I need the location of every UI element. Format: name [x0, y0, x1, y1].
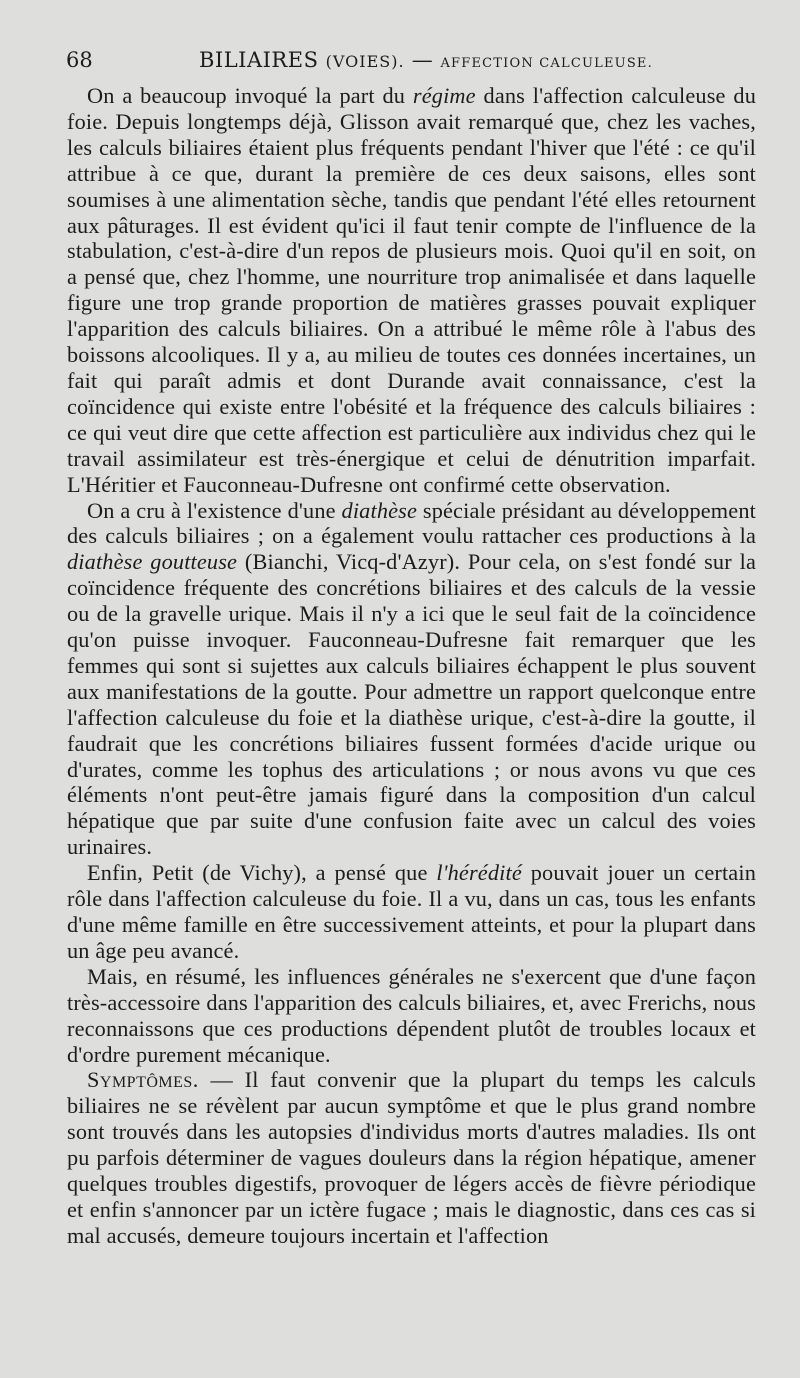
paragraph — [67, 860, 756, 964]
text-run: Enfin, Petit (de Vichy), a pensé que — [87, 860, 437, 886]
italic-term: régime — [412, 83, 476, 108]
text-run: On a beaucoup invoqué la part du — [87, 83, 413, 108]
text-run: dans l'affection calculeuse du foie. Depuis longtemps déjà, Glisson avait remarqué que, chez les vaches, les calculs biliaires étaient plus fréquents pendant l'hiver que l'été : ce qu'il attribue à ce que, durant la première de ces deux saisons, elles sont soumises à une alimentation sèche, tandis que pendant l'été elles retournent aux pâturages. Il est évident qu'ici il faut tenir compte de l'influence de la stabulation, c'est-à-dire d'un repos de plusieurs mois. Quoi qu'il en soit, on a pensé que, chez l'homme, une nourriture trop animalisée et dans laquelle figure une trop grande proportion de matières grasses pouvait expliquer l'apparition des calculs biliaires. On a attribué le même rôle à l'abus des boissons alcooliques. Il y a, au milieu de toutes ces données incertaines, un fait qui paraît admis et dont Durande avait connaissance, c'est la coïncidence qui existe entre l'obésité et la fréquence des calculs biliaires : ce qui veut dire que cette affection est particulière aux individus chez qui le travail assimilateur est très-énergique et celui de dénutrition imparfait. L'Héritier et Fauconneau-Dufresne ont confirmé cette observation. — [67, 83, 756, 497]
paragraph — [67, 1067, 756, 1248]
text-run: — Il faut convenir que la plupart du temps les calculs biliaires ne se révèlent par aucun symptôme et que le plus grand nombre sont trouvés dans les autopsies d'individus morts d'autres maladies. Ils ont pu parfois déterminer de vagues douleurs dans la région hépatique, amener quelques troubles digestifs, provoquer de légers accès de fièvre périodique et enfin s'annoncer par un ictère fugace ; mais le diagnostic, dans ces cas si mal accusés, demeure toujours incertain et l'affection — [67, 1067, 756, 1248]
page-header — [64, 44, 756, 78]
text-run: pouvait jouer un certain rôle dans l'affection calculeuse du foie. Il a vu, dans un cas, tous les enfants d'une même famille en être successivement atteints, et pour la plupart dans un âge peu avancé. — [67, 860, 756, 963]
text-run: On a cru à l'existence d'une — [87, 497, 342, 523]
running-title-voies: (VOIES). — [325, 52, 405, 71]
body-text — [67, 83, 756, 1249]
paragraph — [67, 498, 756, 861]
text-run: (Bianchi, Vicq-d'Azyr). Pour cela, on s'est fondé sur la coïncidence fréquente des concrétions biliaires et des calculs de la vessie ou de la gravelle urique. Mais il n'y a ici que le seul fait de la coïncidence qu'on puisse invoquer. Fauconneau-Dufresne fait remarquer que les femmes qui sont si sujettes aux calculs biliaires échappent le plus souvent aux manifestations de la goutte. Pour admettre un rapport quelconque entre l'affection calculeuse du foie et la diathèse urique, c'est-à-dire la goutte, il faudrait que les concrétions biliaires fussent formées d'acide urique ou d'urates, comme les tophus des articulations ; or nous avons vu que ces éléments n'ont peut-être jamais figuré dans la composition d'un calcul hépatique que par suite d'une confusion faite avec un calcul des voies urinaires. — [67, 549, 756, 860]
paragraph — [67, 964, 756, 1068]
running-title: BILIAIRES — [199, 48, 319, 72]
text-run: Mais, en résumé, les influences générales ne s'exercent que d'une façon très-accessoire dans l'apparition des calculs biliaires, et, avec Frerichs, nous reconnaissons que ces productions dépendent plutôt de troubles locaux et d'ordre purement mécanique. — [67, 963, 756, 1067]
italic-term: diathèse — [341, 497, 418, 523]
text-run: spéciale présidant au développement des calculs biliaires ; on a également voulu rattacher ces productions à la — [67, 497, 756, 549]
section-heading: Symptômes. — [87, 1067, 199, 1093]
italic-term: diathèse goutteuse — [67, 549, 238, 575]
running-head-dash: — — [404, 48, 441, 72]
running-subtitle: AFFECTION CALCULEUSE. — [440, 56, 653, 71]
italic-term: l'hérédité — [436, 860, 522, 886]
running-head — [199, 48, 653, 72]
paragraph — [67, 83, 756, 498]
page-number: 68 — [66, 48, 93, 72]
